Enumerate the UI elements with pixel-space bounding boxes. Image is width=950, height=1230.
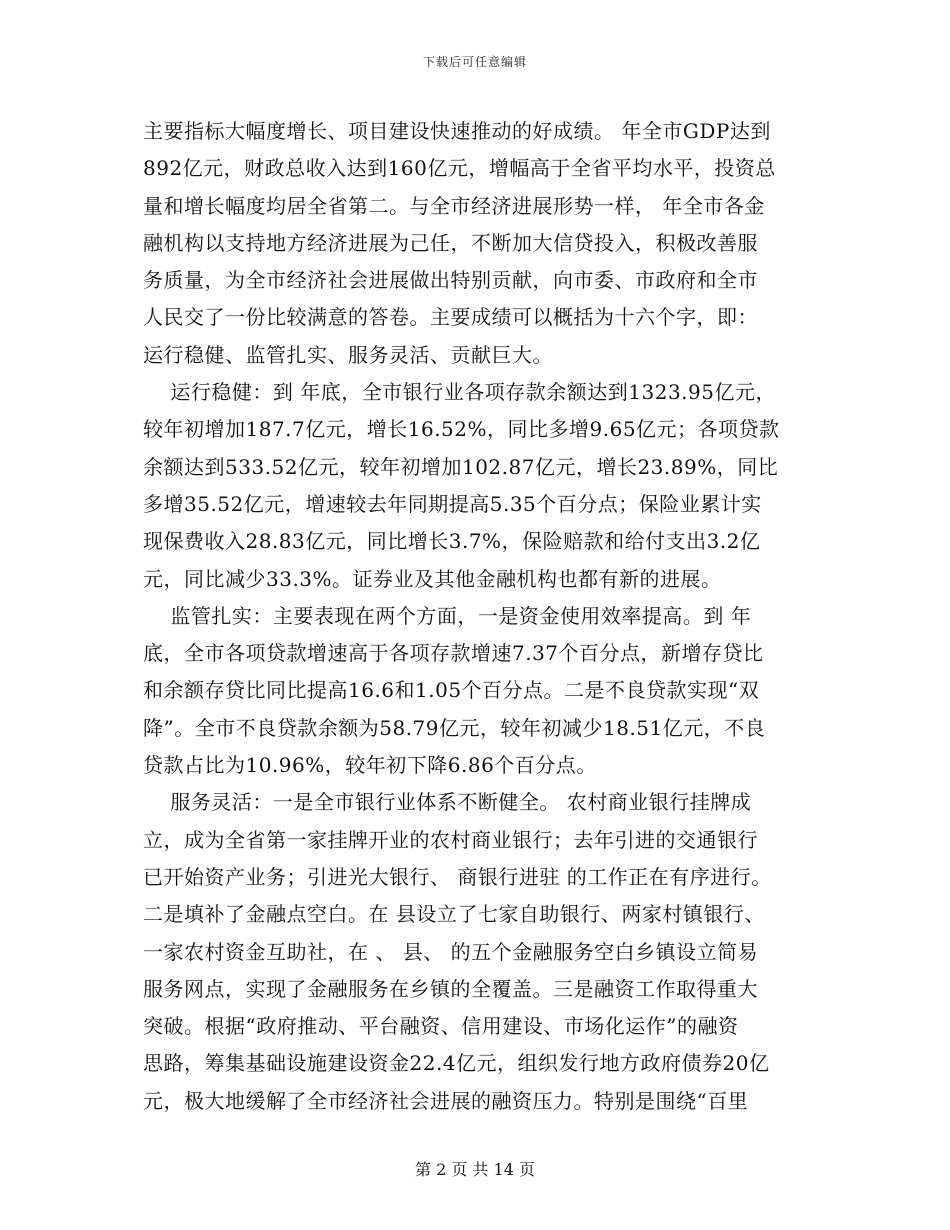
body-line: 服务网点，实现了金融服务在乡镇的全覆盖。三是融资工作取得重大 xyxy=(143,976,758,1001)
body-line: 已开始资产业务；引进光大银行、 商银行进驻 的工作正在有序进行。 xyxy=(143,864,772,889)
page-header: 下载后可任意编辑 xyxy=(422,55,527,69)
body-line: 元，极大地缓解了全市经济社会进展的融资压力。特别是围绕“百里 xyxy=(143,1088,749,1113)
body-line: 底，全市各项贷款增速高于各项存款增速7.37个百分点，新增存贷比 xyxy=(143,641,764,666)
page-number: 第 2 页 共 14 页 xyxy=(415,1160,535,1179)
body-line: 和余额存贷比同比提高16.6和1.05个百分点。二是不良贷款实现“双 xyxy=(143,678,760,703)
body-line: 现保费收入28.83亿元，同比增长3.7%，保险赔款和给付支出3.2亿 xyxy=(143,529,761,554)
body-line: 融机构以支持地方经济进展为己任，不断加大信贷投入，积极改善服 xyxy=(143,230,758,255)
body-line: 元，同比减少33.3%。证券业及其他金融机构也都有新的进展。 xyxy=(143,566,722,591)
body-line: 立，成为全省第一家挂牌开业的农村商业银行；去年引进的交通银行 xyxy=(143,827,758,852)
body-line: 务质量，为全市经济社会进展做出特别贡献，向市委、市政府和全市 xyxy=(143,268,758,293)
body-line: 服务灵活：一是全市银行业体系不断健全。 农村商业银行挂牌成 xyxy=(143,790,752,815)
body-line: 思路，筹集基础设施建设资金22.4亿元，组织发行地方政府债券20亿 xyxy=(143,1051,770,1076)
body-line: 较年初增加187.7亿元，增长16.52%，同比多增9.65亿元；各项贷款 xyxy=(143,417,780,442)
body-line: 892亿元，财政总收入达到160亿元，增幅高于全省平均水平，投资总 xyxy=(143,156,776,181)
body-line: 多增35.52亿元，增速较去年同期提高5.35个百分点；保险业累计实 xyxy=(143,491,762,516)
body-line: 主要指标大幅度增长、项目建设快速推动的好成绩。 年全市GDP达到 xyxy=(143,119,771,143)
body-line: 人民交了一份比较满意的答卷。主要成绩可以概括为十六个字，即： xyxy=(143,305,758,330)
body-line: 二是填补了金融点空白。在 县设立了七家自助银行、两家村镇银行、 xyxy=(143,902,765,927)
body-line: 突破。根据“政府推动、平台融资、信用建设、市场化运作”的融资 xyxy=(143,1014,739,1039)
body-line: 降”。全市不良贷款余额为58.79亿元，较年初减少18.51亿元，不良 xyxy=(143,715,766,740)
body-line: 余额达到533.52亿元，较年初增加102.87亿元，增长23.89%，同比 xyxy=(143,454,779,479)
document-body xyxy=(143,113,815,1120)
body-line: 监管扎实：主要表现在两个方面，一是资金使用效率提高。到 年 xyxy=(143,603,752,628)
body-line: 量和增长幅度均居全省第二。与全市经济进展形势一样， 年全市各金 xyxy=(143,193,765,218)
body-line: 贷款占比为10.96%，较年初下降6.86个百分点。 xyxy=(143,753,597,778)
body-line: 运行稳健：到 年底，全市银行业各项存款余额达到1323.95亿元， xyxy=(143,380,776,405)
body-line: 运行稳健、监管扎实、服务灵活、贡献巨大。 xyxy=(143,342,553,367)
body-line: 一家农村资金互助社，在 、 县、 的五个金融服务空白乡镇设立简易 xyxy=(143,939,759,964)
